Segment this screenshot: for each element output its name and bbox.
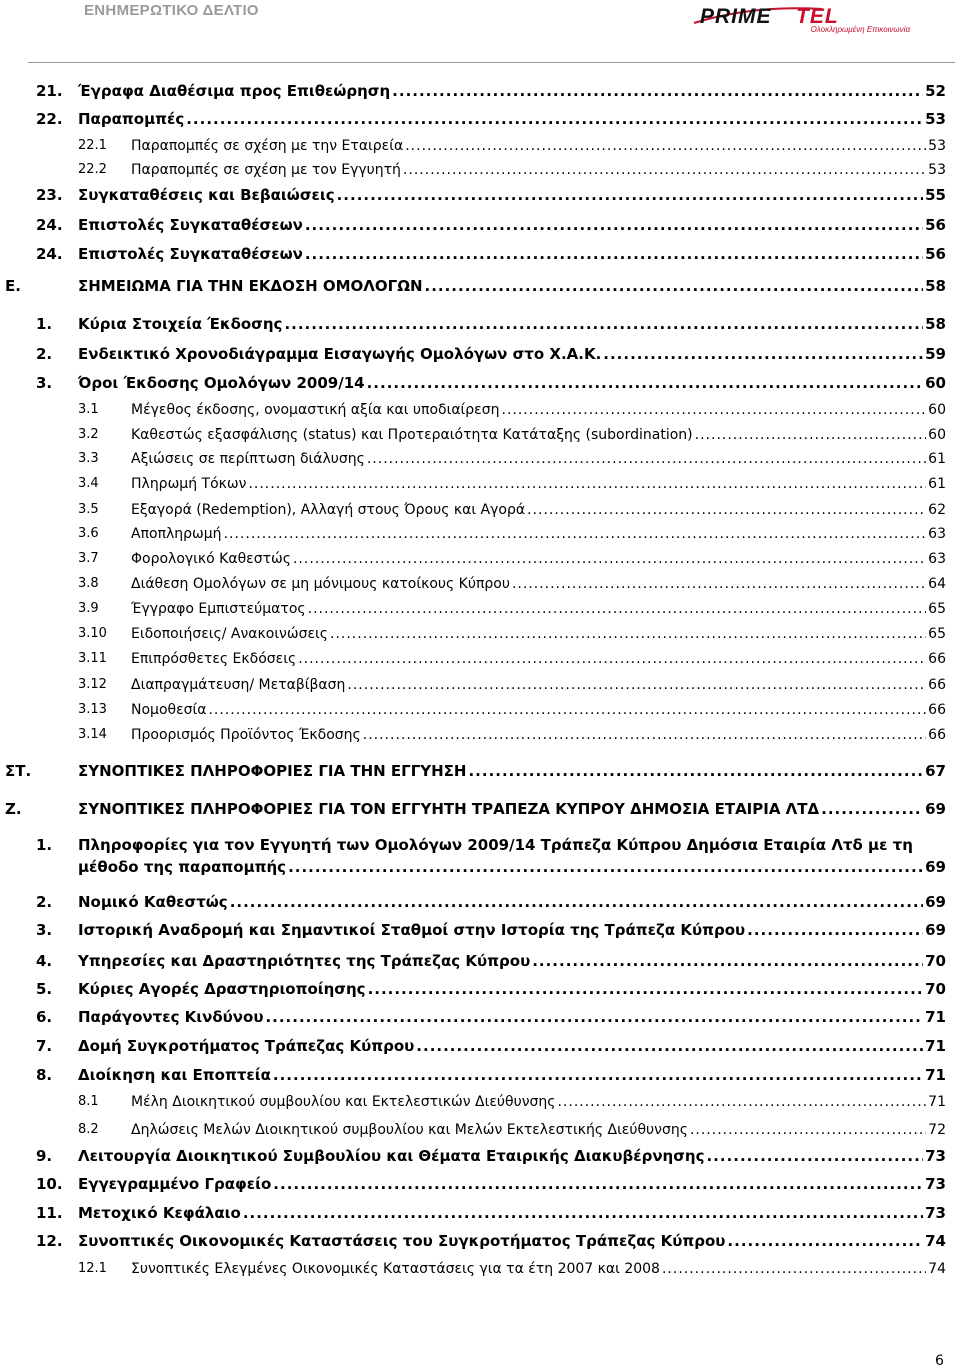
dot-leader bbox=[284, 315, 923, 333]
dot-leader bbox=[288, 858, 923, 876]
toc-entry-label: Νομικό Καθεστώς bbox=[78, 893, 228, 911]
toc-entry-page: 53 bbox=[925, 110, 946, 128]
toc-entry-label: Δηλώσεις Μελών Διοικητικού συμβουλίου και Μελών Εκτελεστικής Διεύθυνσης bbox=[131, 1122, 688, 1138]
dot-leader bbox=[727, 1232, 923, 1250]
dot-leader bbox=[330, 626, 926, 642]
logo-tagline: Ολοκληρωμένη Επικοινωνία bbox=[810, 25, 910, 34]
toc-entry-page: 58 bbox=[925, 315, 946, 333]
toc-entry-page: 74 bbox=[925, 1232, 946, 1250]
dot-leader bbox=[512, 576, 926, 592]
dot-leader bbox=[243, 1204, 923, 1222]
dot-leader bbox=[293, 551, 926, 567]
toc-entry-number: 10. bbox=[36, 1175, 63, 1193]
toc-entry-page: 70 bbox=[925, 952, 946, 970]
toc-entry-number: 23. bbox=[36, 186, 63, 204]
dot-leader bbox=[706, 1147, 923, 1165]
toc-entry-label: Ιστορική Αναδρομή και Σημαντικοί Σταθμοί στην Ιστορία της Τράπεζα Κύπρου bbox=[78, 921, 746, 939]
toc-entry-page: 52 bbox=[925, 82, 946, 100]
toc-entry-label: Παραπομπές bbox=[78, 110, 185, 128]
toc-entry-page: 65 bbox=[928, 601, 946, 617]
toc-entry-page: 60 bbox=[925, 374, 946, 392]
document-title: ΕΝΗΜΕΡΩΤΙΚΟ ΔΕΛΤΙΟ bbox=[84, 2, 259, 19]
toc-entry-number: 3.12 bbox=[78, 677, 107, 692]
toc-entry-page: 74 bbox=[928, 1261, 946, 1277]
toc-entry-label: Μέγεθος έκδοσης, ονομαστική αξία και υποδιαίρεση bbox=[131, 402, 500, 418]
toc-entry-number: 24. bbox=[36, 216, 63, 234]
toc-entry-label-continued: μέθοδο της παραπομπής bbox=[78, 858, 287, 876]
toc-entry-number: 3.7 bbox=[78, 551, 99, 566]
toc-entry-label: Εξαγορά (Redemption), Αλλαγή στους Όρους και Αγορά bbox=[131, 502, 526, 518]
toc-entry-page: 69 bbox=[925, 893, 946, 911]
dot-leader bbox=[821, 800, 923, 818]
toc-entry-number: 22.1 bbox=[78, 138, 107, 153]
toc-entry-number: 3. bbox=[36, 374, 53, 392]
toc-entry-label: Εγγεγραμμένο Γραφείο bbox=[78, 1175, 272, 1193]
toc-entry-label: Νομοθεσία bbox=[131, 702, 207, 718]
toc-entry-number: 3. bbox=[36, 921, 53, 939]
toc-entry-page: 66 bbox=[928, 677, 946, 693]
toc-entry-number: 22. bbox=[36, 110, 63, 128]
dot-leader bbox=[273, 1066, 923, 1084]
dot-leader bbox=[532, 952, 923, 970]
dot-leader bbox=[557, 1094, 926, 1110]
toc-entry-number: 3.3 bbox=[78, 451, 99, 466]
toc-entry-number: 5. bbox=[36, 980, 53, 998]
toc-entry-page: 60 bbox=[928, 427, 946, 443]
toc-entry-page: 73 bbox=[925, 1204, 946, 1222]
toc-entry-label: Καθεστώς εξασφάλισης (status) και Προτεραιότητα Κατάταξης (subordination) bbox=[131, 427, 693, 443]
toc-entry-label: Κύρια Στοιχεία Έκδοσης bbox=[78, 315, 283, 333]
toc-entry-number: 1. bbox=[36, 836, 53, 854]
toc-entry-label: Διάθεση Ομολόγων σε μη μόνιμους κατοίκους Κύπρου bbox=[131, 576, 510, 592]
toc-entry-label: Μέλη Διοικητικού συμβουλίου και Εκτελεστικών Διεύθυνσης bbox=[131, 1094, 556, 1110]
toc-entry-label: Έγραφα Διαθέσιμα προς Επιθεώρηση bbox=[78, 82, 391, 100]
toc-entry-number: 3.11 bbox=[78, 651, 107, 666]
toc-entry-page: 53 bbox=[928, 162, 946, 178]
toc-entry-label: Όροι Έκδοσης Ομολόγων 2009/14 bbox=[78, 374, 365, 392]
dot-leader bbox=[392, 82, 923, 100]
toc-entry-label: Επιστολές Συγκαταθέσεων bbox=[78, 245, 303, 263]
dot-leader bbox=[368, 980, 924, 998]
toc-entry-page: 61 bbox=[928, 451, 946, 467]
toc-entry-label: Παραπομπές σε σχέση με την Εταιρεία bbox=[131, 138, 404, 154]
dot-leader bbox=[337, 186, 924, 204]
toc-entry-page: 69 bbox=[925, 800, 946, 818]
dot-leader bbox=[690, 1122, 926, 1138]
toc-entry-page: 60 bbox=[928, 402, 946, 418]
toc-entry-number: 3.14 bbox=[78, 727, 107, 742]
toc-entry-page: 55 bbox=[925, 186, 946, 204]
toc-entry-number: 2. bbox=[36, 345, 53, 363]
toc-entry-page: 63 bbox=[928, 551, 946, 567]
dot-leader bbox=[186, 110, 923, 128]
toc-entry-number: Ε. bbox=[5, 277, 21, 295]
toc-entry-label: Ειδοποιήσεις/ Ανακοινώσεις bbox=[131, 626, 328, 642]
dot-leader bbox=[305, 245, 923, 263]
toc-entry-label: Συνοπτικές Ελεγμένες Οικονομικές Καταστάσεις για τα έτη 2007 και 2008 bbox=[131, 1261, 660, 1277]
toc-entry-number: 24. bbox=[36, 245, 63, 263]
dot-leader bbox=[305, 216, 923, 234]
toc-entry-number: 12.1 bbox=[78, 1261, 107, 1276]
toc-entry-page: 61 bbox=[928, 476, 946, 492]
dot-leader bbox=[367, 374, 924, 392]
dot-leader bbox=[747, 921, 923, 939]
toc-entry-label: Επιπρόσθετες Εκδόσεις bbox=[131, 651, 297, 667]
toc-entry-label: Διοίκηση και Εποπτεία bbox=[78, 1066, 271, 1084]
dot-leader bbox=[416, 1037, 923, 1055]
toc-entry-number: ΣΤ. bbox=[5, 762, 32, 780]
toc-entry-page: 73 bbox=[925, 1175, 946, 1193]
logo-tel-text: TEL bbox=[796, 5, 839, 28]
toc-entry-label: Παραπομπές σε σχέση με τον Εγγυητή bbox=[131, 162, 401, 178]
primetel-logo bbox=[692, 3, 930, 35]
dot-leader bbox=[273, 1175, 923, 1193]
toc-entry-page: 56 bbox=[925, 216, 946, 234]
toc-entry-page: 71 bbox=[925, 1037, 946, 1055]
toc-entry-label: ΣΥΝΟΠΤΙΚΕΣ ΠΛΗΡΟΦΟΡΙΕΣ ΓΙΑ ΤΟΝ ΕΓΓΥΗΤΗ ΤΡΑΠΕΖΑ ΚΥΠΡΟΥ ΔΗΜΟΣΙΑ ΕΤΑΙΡΙΑ ΛΤΔ bbox=[78, 800, 820, 818]
dot-leader bbox=[363, 727, 926, 743]
toc-entry-label: Πληρωμή Τόκων bbox=[131, 476, 247, 492]
toc-entry-number: 7. bbox=[36, 1037, 53, 1055]
toc-entry-page: 66 bbox=[928, 702, 946, 718]
toc-entry-page: 71 bbox=[925, 1008, 946, 1026]
toc-entry-label: Έγγραφο Εμπιστεύματος bbox=[131, 601, 306, 617]
toc-entry-label: ΣΥΝΟΠΤΙΚΕΣ ΠΛΗΡΟΦΟΡΙΕΣ ΓΙΑ ΤΗΝ ΕΓΓΥΗΣΗ bbox=[78, 762, 467, 780]
dot-leader bbox=[425, 277, 924, 295]
toc-entry-label: Αξιώσεις σε περίπτωση διάλυσης bbox=[131, 451, 365, 467]
toc-entry-number: 3.4 bbox=[78, 476, 99, 491]
toc-entry-label: Προορισμός Προϊόντος Έκδοσης bbox=[131, 727, 361, 743]
toc-entry-label: Λειτουργία Διοικητικού Συμβουλίου και Θέματα Εταιρικής Διακυβέρνησης bbox=[78, 1147, 705, 1165]
toc-entry-number: 3.1 bbox=[78, 402, 99, 417]
toc-entry-page: 62 bbox=[928, 502, 946, 518]
toc-entry-label: Συγκαταθέσεις και Βεβαιώσεις bbox=[78, 186, 335, 204]
dot-leader bbox=[224, 526, 927, 542]
toc-entry-number: 3.6 bbox=[78, 526, 99, 541]
toc-entry-page: 69 bbox=[925, 858, 946, 876]
toc-entry-page: 65 bbox=[928, 626, 946, 642]
toc-entry-label: Επιστολές Συγκαταθέσεων bbox=[78, 216, 303, 234]
dot-leader bbox=[527, 502, 926, 518]
toc-entry-label: Συνοπτικές Οικονομικές Καταστάσεις του Συγκροτήματος Τράπεζας Κύπρου bbox=[78, 1232, 726, 1250]
page-number: 6 bbox=[935, 1353, 944, 1369]
toc-entry-number: Ζ. bbox=[5, 800, 22, 818]
toc-entry-label: ΣΗΜΕΙΩΜΑ ΓΙΑ ΤΗΝ ΕΚΔΟΣΗ ΟΜΟΛΟΓΩΝ bbox=[78, 277, 423, 295]
toc-entry-number: 21. bbox=[36, 82, 63, 100]
dot-leader bbox=[208, 702, 926, 718]
toc-entry-number: 3.8 bbox=[78, 576, 99, 591]
toc-entry-page: 64 bbox=[928, 576, 946, 592]
page-header bbox=[0, 0, 960, 34]
dot-leader bbox=[367, 451, 926, 467]
toc-entry-number: 11. bbox=[36, 1204, 63, 1222]
toc-entry-number: 22.2 bbox=[78, 162, 107, 177]
toc-entry-page: 72 bbox=[928, 1122, 946, 1138]
toc-entry-number: 4. bbox=[36, 952, 53, 970]
toc-entry-page: 58 bbox=[925, 277, 946, 295]
dot-leader bbox=[405, 138, 926, 154]
toc-entry-number: 3.9 bbox=[78, 601, 99, 616]
toc-entry-label: Διαπραγμάτευση/ Μεταβίβαση bbox=[131, 677, 346, 693]
header-divider bbox=[28, 62, 955, 63]
toc-entry-label: Μετοχικό Κεφάλαιο bbox=[78, 1204, 241, 1222]
toc-entry-number: 3.5 bbox=[78, 502, 99, 517]
toc-entry-label: Πληροφορίες για τον Εγγυητή των Ομολόγων 2009/14 Τράπεζα Κύπρου Δημόσια Εταιρία Λτδ με τη bbox=[78, 836, 913, 854]
toc-entry-label: Δομή Συγκροτήματος Τράπεζας Κύπρου bbox=[78, 1037, 415, 1055]
toc-entry-number: 3.2 bbox=[78, 427, 99, 442]
dot-leader bbox=[230, 893, 923, 911]
dot-leader bbox=[248, 476, 926, 492]
toc-entry-label: Ενδεικτικό Χρονοδιάγραμμα Εισαγωγής Ομολόγων στο Χ.Α.Κ. bbox=[78, 345, 602, 363]
toc-entry-page: 73 bbox=[925, 1147, 946, 1165]
dot-leader bbox=[603, 345, 923, 363]
toc-entry-label: Υπηρεσίες και Δραστηριότητες της Τράπεζας Κύπρου bbox=[78, 952, 531, 970]
dot-leader bbox=[308, 601, 927, 617]
toc-entry-page: 71 bbox=[925, 1066, 946, 1084]
toc-entry-page: 66 bbox=[928, 727, 946, 743]
toc-entry-page: 71 bbox=[928, 1094, 946, 1110]
toc-entry-number: 3.13 bbox=[78, 702, 107, 717]
toc-entry-page: 53 bbox=[928, 138, 946, 154]
logo-prime-text: PRIME bbox=[700, 5, 772, 28]
toc-entry-number: 6. bbox=[36, 1008, 53, 1026]
toc-entry-number: 2. bbox=[36, 893, 53, 911]
toc-entry-number: 12. bbox=[36, 1232, 63, 1250]
dot-leader bbox=[265, 1008, 923, 1026]
toc-entry-number: 9. bbox=[36, 1147, 53, 1165]
toc-entry-page: 66 bbox=[928, 651, 946, 667]
toc-entry-label: Κύριες Αγορές Δραστηριοποίησης bbox=[78, 980, 366, 998]
toc-entry-page: 59 bbox=[925, 345, 946, 363]
toc-entry-number: 8.1 bbox=[78, 1094, 99, 1109]
dot-leader bbox=[403, 162, 926, 178]
dot-leader bbox=[695, 427, 927, 443]
toc-entry-number: 1. bbox=[36, 315, 53, 333]
toc-entry-number: 8. bbox=[36, 1066, 53, 1084]
toc-entry-page: 63 bbox=[928, 526, 946, 542]
toc-entry-page: 70 bbox=[925, 980, 946, 998]
dot-leader bbox=[662, 1261, 926, 1277]
dot-leader bbox=[298, 651, 926, 667]
toc-entry-label: Αποπληρωμή bbox=[131, 526, 222, 542]
toc-entry-page: 67 bbox=[925, 762, 946, 780]
toc-entry-page: 69 bbox=[925, 921, 946, 939]
dot-leader bbox=[347, 677, 926, 693]
toc-entry-page: 56 bbox=[925, 245, 946, 263]
toc-entry-number: 8.2 bbox=[78, 1122, 99, 1137]
dot-leader bbox=[468, 762, 923, 780]
toc-entry-label: Φορολογικό Καθεστώς bbox=[131, 551, 291, 567]
toc-entry-label: Παράγοντες Κινδύνου bbox=[78, 1008, 264, 1026]
toc-entry-number: 3.10 bbox=[78, 626, 107, 641]
dot-leader bbox=[502, 402, 927, 418]
